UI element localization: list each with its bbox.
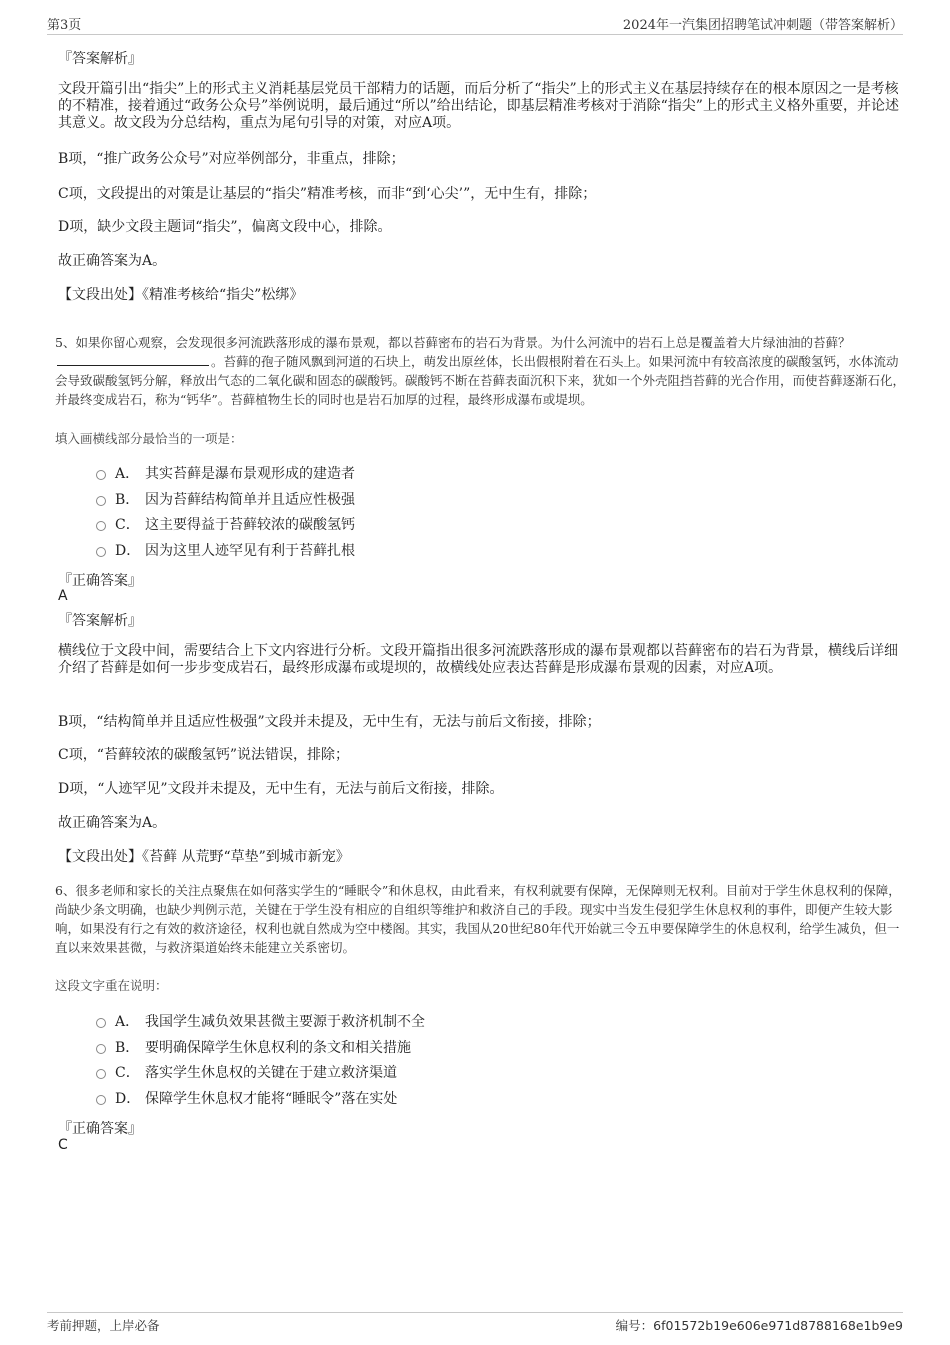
- q5-stem: 5、如果你留心观察，会发现很多河流跌落形成的瀑布景观，都以苔藓密布的岩石为背景。为什么河流中的岩石上总是覆盖着大片绿油油的苔藓？。苔藓的孢子随风飘到河道的石块上，萌发出原丝体，长出假根附着在石头上。如果河流中有较高浓度的碳酸氢钙，水体流动会导致碳酸氢钙分解，释放出气态的二氧化碳和固态的碳酸钙。碳酸钙不断在苔藓表面沉积下来，犹如一个外壳阻挡苔藓的光合作用，而使苔藓逐渐石化，并最终变成岩石，称为“钙华”。苔藓植物生长的同时也是岩石加厚的过程，最终形成瀑布或堤坝。: [55, 335, 906, 407]
- q4-analysis-c: C项，文段提出的对策是让基层的“指尖”精准考核，而非“到‘心尖’”，无中生有，排除；: [58, 186, 597, 202]
- radio-icon[interactable]: [96, 1018, 106, 1028]
- q4-conclusion: 故正确答案为A。: [58, 253, 167, 269]
- q5-answer-label: 『正确答案』: [58, 573, 142, 589]
- q5-analysis-b: B项，“结构简单并且适应性极强”文段并未提及，无中生有，无法与前后文衔接，排除；: [58, 714, 601, 730]
- fill-blank: [57, 353, 209, 366]
- q6-answer-label: 『正确答案』: [58, 1121, 142, 1137]
- q5-analysis-label: 『答案解析』: [58, 613, 142, 629]
- q5-answer: A: [58, 588, 68, 604]
- q5-analysis-c: C项，“苔藓较浓的碳酸氢钙”说法错误，排除；: [58, 747, 350, 763]
- q5-analysis-d: D项，“人迹罕见”文段并未提及，无中生有，无法与前后文衔接，排除。: [58, 781, 504, 797]
- radio-icon[interactable]: [96, 521, 106, 531]
- q5-source: 【文段出处】《苔藓 从荒野“草垫”到城市新宠》: [58, 849, 350, 865]
- q5-option-b[interactable]: B． 因为苔藓结构简单并且适应性极强: [96, 488, 355, 510]
- q4-analysis-label: 『答案解析』: [58, 51, 142, 67]
- q6-option-c[interactable]: C． 落实学生休息权的关键在于建立救济渠道: [96, 1061, 397, 1083]
- q5-option-c[interactable]: C． 这主要得益于苔藓较浓的碳酸氢钙: [96, 513, 355, 535]
- q6-option-b[interactable]: B． 要明确保障学生休息权利的条文和相关措施: [96, 1036, 411, 1058]
- q6-option-d[interactable]: D． 保障学生休息权才能将“睡眠令”落在实处: [96, 1087, 397, 1109]
- radio-icon[interactable]: [96, 1044, 106, 1054]
- q6-option-a[interactable]: A． 我国学生减负效果甚微主要源于救济机制不全: [96, 1010, 425, 1032]
- q5-option-d[interactable]: D． 因为这里人迹罕见有利于苔藓扎根: [96, 539, 355, 561]
- page-header: [47, 14, 903, 35]
- radio-icon[interactable]: [96, 470, 106, 480]
- q4-source: 【文段出处】《精准考核给“指尖”松绑》: [58, 287, 304, 303]
- q4-analysis-b: B项，“推广政务公众号”对应举例部分，非重点，排除；: [58, 151, 405, 167]
- radio-icon[interactable]: [96, 1069, 106, 1079]
- q5-prompt: 填入画横线部分最恰当的一项是：: [55, 431, 243, 446]
- radio-icon[interactable]: [96, 1095, 106, 1105]
- page-footer: [47, 1312, 903, 1333]
- document-title: 2024年一汽集团招聘笔试冲刺题（带答案解析）: [622, 18, 903, 33]
- footer-slogan: 考前押题，上岸必备: [47, 1318, 160, 1333]
- q5-conclusion: 故正确答案为A。: [58, 815, 167, 831]
- q6-stem: 6、很多老师和家长的关注点聚焦在如何落实学生的“睡眠令”和休息权，由此看来，有权利就要有保障，无保障则无权利。目前对于学生休息权利的保障，尚缺少条文明确，也缺少判例示范，关键在于学生没有相应的自组织等维护和救济自己的手段。现实中当发生侵犯学生休息权利的事件，即便产生较大影响，如果没有行之有效的救济途径，权利也就自然成为空中楼阁。其实，我国从20世纪80年代开始就三令五申要保障学生的休息权利，给学生减负，但一直以来效果甚微，与救济渠道始终未能建立关系密切。: [55, 883, 901, 955]
- radio-icon[interactable]: [96, 496, 106, 506]
- radio-icon[interactable]: [96, 547, 106, 557]
- q4-analysis-d: D项，缺少文段主题词“指尖”，偏离文段中心，排除。: [58, 219, 392, 235]
- q5-option-a[interactable]: A． 其实苔藓是瀑布景观形成的建造者: [96, 462, 355, 484]
- q6-prompt: 这段文字重在说明：: [55, 978, 168, 993]
- footer-code: 编号：6f01572b19e606e971d8788168e1b9e9: [615, 1318, 903, 1333]
- q6-answer: C: [58, 1137, 68, 1153]
- q4-analysis-main: 文段开篇引出“指尖”上的形式主义消耗基层党员干部精力的话题，而后分析了“指尖”上的形式主义在基层持续存在的根本原因之一是考核的不精准，接着通过“政务公众号”举例说明，最后通过“所以”给出结论，即基层精准考核对于消除“指尖”上的形式主义格外重要，并论述其意义。故文段为分总结构，重点为尾句引导的对策，对应A项。: [58, 81, 899, 131]
- q5-analysis-main: 横线位于文段中间，需要结合上下文内容进行分析。文段开篇指出很多河流跌落形成的瀑布景观都以苔藓密布的岩石为背景，横线后详细介绍了苔藓是如何一步步变成岩石，最终形成瀑布或堤坝的，故横线处应表达苔藓是形成瀑布景观的因素，对应A项。: [58, 643, 898, 676]
- page-number: 第3页: [47, 18, 82, 33]
